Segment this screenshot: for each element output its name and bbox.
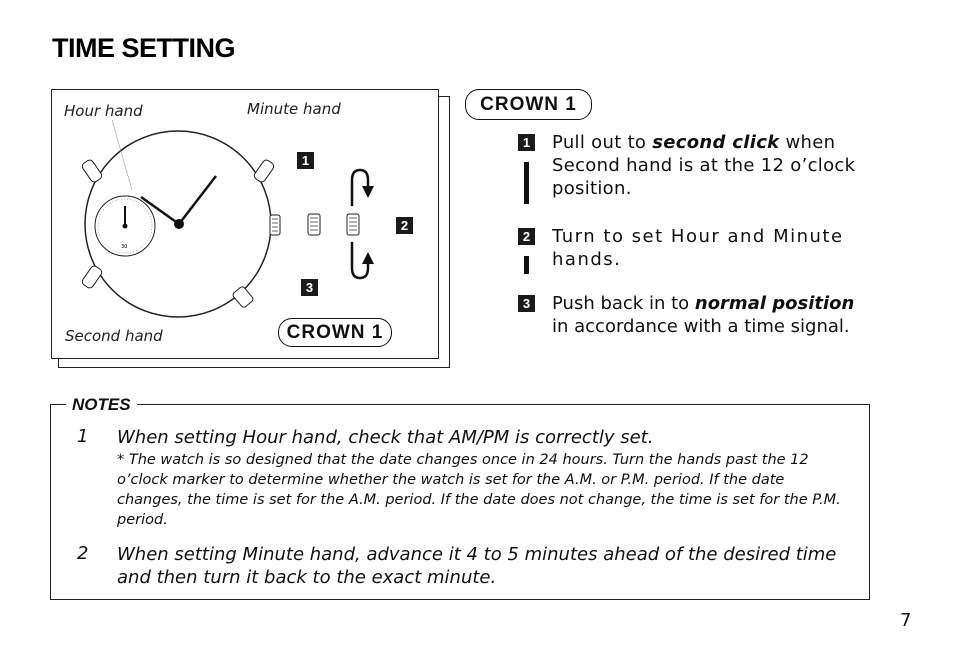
note-1-sub: * The watch is so designed that the date changes once in 24 hours. Turn the hands past the 12 o’clock marker to determine whether the watch is set for the A.M. or P.M. period. If the date changes, the time is set for the A.M. period. If the date does not change, the time is set for the P.M. period.: [117, 452, 841, 528]
step-3-pre: Push back in to: [552, 293, 695, 314]
svg-text:30: 30: [121, 244, 128, 250]
position-marker-3: 3: [301, 279, 318, 296]
position-marker-1: 1: [297, 152, 314, 169]
step-1-post: when Second hand is at the 12 o’clock position.: [552, 132, 856, 199]
second-hand-label: Second hand: [65, 327, 163, 345]
note-1-text: When setting Hour hand, check that AM/PM is correctly set.: [117, 427, 654, 448]
step-3-emphasis: normal position: [694, 293, 855, 314]
step-3-text: [552, 292, 872, 338]
position-bar-2: [524, 256, 529, 274]
note-1-number: 1: [77, 426, 89, 447]
note-2-number: 2: [77, 543, 89, 564]
step-number-1: 1: [518, 134, 535, 151]
step-1-emphasis: second click: [652, 132, 780, 153]
note-2-text: When setting Minute hand, advance it 4 to 5 minutes ahead of the desired time and then turn it back to the exact minute.: [117, 544, 837, 588]
position-bar-1: [524, 162, 529, 204]
position-marker-2: 2: [396, 217, 413, 234]
step-1-pre: Pull out to: [552, 132, 653, 153]
notes-heading: NOTES: [66, 395, 137, 415]
watch-diagram: [51, 89, 439, 359]
step-number-3: 3: [518, 295, 535, 312]
step-3-post: in accordance with a time signal.: [552, 316, 850, 337]
crown-position-2: [347, 214, 359, 235]
crown-1-normal: [270, 215, 280, 235]
step-1-text: [552, 131, 872, 200]
step-2-text: [552, 225, 872, 271]
page-number: 7: [900, 610, 912, 631]
step-number-2: 2: [518, 228, 535, 245]
page-title: TIME SETTING: [52, 33, 235, 63]
crown-position-1: [308, 214, 320, 235]
center-pin: [174, 219, 184, 229]
step-2-pre: Turn to set Hour and Minute hands.: [552, 226, 844, 270]
crown-label-diagram: CROWN 1: [278, 318, 392, 347]
crown-label: CROWN 1: [465, 89, 592, 120]
minute-hand-label: Minute hand: [247, 100, 341, 118]
hour-hand-label: Hour hand: [64, 102, 143, 120]
